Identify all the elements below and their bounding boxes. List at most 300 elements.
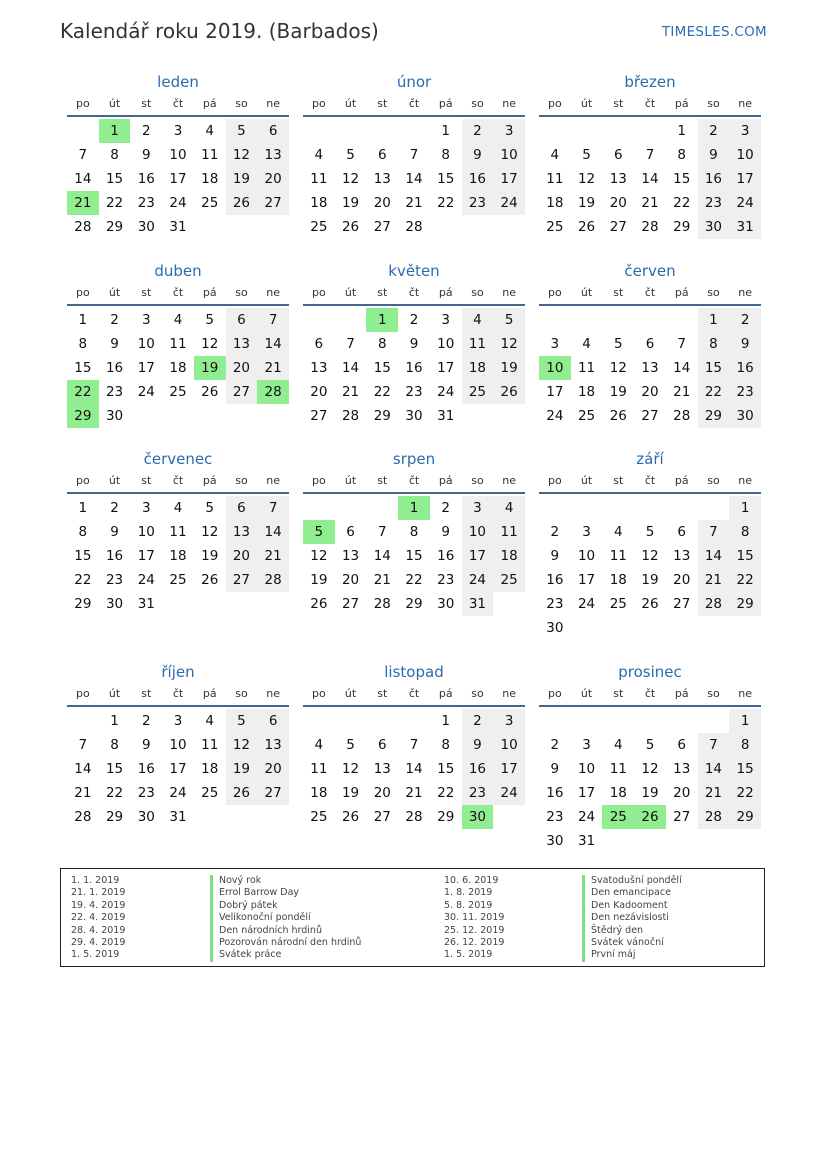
day-cell: 23 <box>698 191 730 215</box>
day-cell: 5 <box>226 119 258 143</box>
day-cell: 23 <box>462 781 494 805</box>
days-grid <box>539 308 761 428</box>
legend-holiday-name: První máj <box>582 949 682 961</box>
days-grid <box>539 496 761 640</box>
day-cell: 14 <box>74 761 92 777</box>
holiday-day-cell: 25 <box>602 805 634 829</box>
empty-cell <box>366 119 398 143</box>
day-cell: 18 <box>169 548 187 564</box>
day-cell: 31 <box>577 833 596 849</box>
day-cell: 9 <box>729 332 761 356</box>
day-cell: 9 <box>110 524 119 540</box>
legend-date: 1. 5. 2019 <box>444 949 493 961</box>
legend-holiday-name: Štědrý den <box>582 925 682 937</box>
day-cell: 1 <box>441 713 450 729</box>
day-cell: 3 <box>173 713 183 729</box>
legend-date: 1. 5. 2019 <box>71 949 120 961</box>
day-cell: 30 <box>729 404 761 428</box>
day-cell: 2 <box>462 119 494 143</box>
day-cell: 20 <box>641 384 659 400</box>
weekday-label: čt <box>408 474 420 487</box>
weekday-label: ne <box>502 286 517 299</box>
day-cell: 20 <box>226 544 258 568</box>
day-cell: 30 <box>137 809 155 825</box>
day-cell: 7 <box>698 520 730 544</box>
day-cell: 30 <box>105 596 124 612</box>
day-cell: 7 <box>409 737 419 753</box>
weekday-header <box>303 95 525 117</box>
day-cell: 10 <box>169 147 187 163</box>
month-name: květen <box>388 262 440 280</box>
weekday-label: po <box>76 286 90 299</box>
month-3 <box>539 72 761 239</box>
weekday-label: so <box>235 286 248 299</box>
day-cell: 3 <box>493 119 525 143</box>
day-cell: 25 <box>546 219 564 235</box>
day-cell: 15 <box>698 356 730 380</box>
weekday-label: po <box>312 474 326 487</box>
weekday-label: čt <box>408 687 420 700</box>
day-cell: 8 <box>698 332 730 356</box>
days-grid <box>67 496 289 616</box>
day-cell: 27 <box>373 219 391 235</box>
day-cell: 2 <box>141 713 151 729</box>
day-cell: 7 <box>78 737 88 753</box>
day-cell: 27 <box>609 219 627 235</box>
empty-cell <box>303 308 335 332</box>
weekday-label: po <box>76 687 90 700</box>
day-cell: 13 <box>341 548 360 564</box>
day-cell: 29 <box>437 809 455 825</box>
month-10 <box>67 662 289 829</box>
weekday-label: so <box>235 97 248 110</box>
empty-cell <box>602 496 634 520</box>
day-cell: 30 <box>437 596 455 612</box>
day-cell: 27 <box>341 596 360 612</box>
weekday-label: út <box>344 474 357 487</box>
day-cell: 12 <box>201 524 219 540</box>
days-grid <box>67 709 289 829</box>
day-cell: 10 <box>577 548 596 564</box>
day-cell: 19 <box>641 785 659 801</box>
day-cell: 22 <box>105 785 124 801</box>
day-cell: 2 <box>462 709 494 733</box>
weekday-label: po <box>548 687 562 700</box>
day-cell: 9 <box>698 143 730 167</box>
day-cell: 26 <box>226 191 258 215</box>
legend-left-dates <box>71 875 125 962</box>
weekday-label: út <box>344 97 357 110</box>
legend-date: 10. 6. 2019 <box>444 875 499 886</box>
day-cell: 21 <box>405 195 423 211</box>
legend-date: 30. 11. 2019 <box>444 912 505 924</box>
day-cell: 22 <box>105 195 124 211</box>
legend-date: 1. 1. 2019 <box>71 875 120 886</box>
day-cell: 26 <box>341 219 360 235</box>
weekday-label: út <box>108 97 121 110</box>
empty-cell <box>602 119 634 143</box>
day-cell: 16 <box>462 167 494 191</box>
day-cell: 28 <box>405 809 423 825</box>
days-grid <box>303 119 525 239</box>
day-cell: 20 <box>373 195 391 211</box>
day-cell: 15 <box>437 761 455 777</box>
day-cell: 15 <box>74 360 92 376</box>
day-cell: 29 <box>673 219 691 235</box>
weekday-label: pá <box>202 97 217 110</box>
weekday-label: pá <box>202 474 217 487</box>
day-cell: 29 <box>74 596 92 612</box>
legend-holiday-name: Errol Barrow Day <box>210 887 361 899</box>
empty-cell <box>571 119 603 143</box>
day-cell: 18 <box>201 761 219 777</box>
day-cell: 9 <box>550 761 560 777</box>
weekday-header <box>539 685 761 707</box>
day-cell: 24 <box>137 572 155 588</box>
weekday-label: so <box>707 286 720 299</box>
day-cell: 23 <box>546 596 564 612</box>
empty-cell <box>602 308 634 332</box>
day-cell: 18 <box>462 356 494 380</box>
day-cell: 28 <box>373 596 391 612</box>
weekday-header <box>67 685 289 707</box>
month-6 <box>539 261 761 428</box>
holiday-day-cell: 29 <box>67 404 99 428</box>
day-cell: 7 <box>645 147 655 163</box>
day-cell: 29 <box>373 408 391 424</box>
weekday-label: po <box>548 474 562 487</box>
weekday-label: po <box>76 97 90 110</box>
day-cell: 18 <box>310 785 328 801</box>
day-cell: 25 <box>493 568 525 592</box>
day-cell: 15 <box>405 548 423 564</box>
day-cell: 2 <box>698 119 730 143</box>
empty-cell <box>666 496 698 520</box>
day-cell: 24 <box>169 195 187 211</box>
weekday-header <box>67 472 289 494</box>
day-cell: 22 <box>437 785 455 801</box>
day-cell: 3 <box>550 336 560 352</box>
empty-cell <box>67 119 99 143</box>
weekday-label: st <box>613 474 624 487</box>
legend-date: 26. 12. 2019 <box>444 936 505 948</box>
day-cell: 21 <box>673 384 691 400</box>
day-cell: 14 <box>405 761 423 777</box>
day-cell: 4 <box>493 496 525 520</box>
weekday-header <box>539 95 761 117</box>
weekday-label: st <box>141 474 152 487</box>
day-cell: 14 <box>641 171 659 187</box>
day-cell: 7 <box>377 524 387 540</box>
weekday-label: pá <box>202 687 217 700</box>
day-cell: 12 <box>341 171 360 187</box>
day-cell: 25 <box>310 219 328 235</box>
day-cell: 24 <box>493 781 525 805</box>
month-name: březen <box>624 73 676 91</box>
weekday-label: st <box>613 97 624 110</box>
day-cell: 21 <box>405 785 423 801</box>
weekday-label: čt <box>172 286 184 299</box>
day-cell: 24 <box>169 785 187 801</box>
day-cell: 25 <box>201 785 219 801</box>
legend-holiday-name: Den emancipace <box>582 887 682 899</box>
day-cell: 21 <box>74 785 92 801</box>
day-cell: 26 <box>641 596 659 612</box>
day-cell: 20 <box>373 785 391 801</box>
day-cell: 23 <box>729 380 761 404</box>
day-cell: 30 <box>405 408 423 424</box>
day-cell: 10 <box>493 733 525 757</box>
day-cell: 4 <box>550 147 560 163</box>
day-cell: 5 <box>493 308 525 332</box>
empty-cell <box>666 709 698 733</box>
day-cell: 20 <box>257 167 289 191</box>
day-cell: 6 <box>314 336 324 352</box>
day-cell: 2 <box>550 737 560 753</box>
day-cell: 12 <box>201 336 219 352</box>
empty-cell <box>571 308 603 332</box>
day-cell: 9 <box>550 548 560 564</box>
weekday-header <box>539 472 761 494</box>
day-cell: 24 <box>546 408 564 424</box>
day-cell: 1 <box>78 312 88 328</box>
day-cell: 14 <box>698 757 730 781</box>
weekday-label: ne <box>502 474 517 487</box>
legend-left-names <box>210 875 361 962</box>
day-cell: 14 <box>405 171 423 187</box>
weekday-label: ne <box>502 97 517 110</box>
day-cell: 11 <box>169 336 187 352</box>
day-cell: 11 <box>609 548 627 564</box>
legend-holiday-name: Pozorován národní den hrdinů <box>210 937 361 949</box>
weekday-label: ne <box>738 687 753 700</box>
day-cell: 8 <box>377 336 387 352</box>
holiday-day-cell: 5 <box>303 520 335 544</box>
day-cell: 4 <box>205 713 214 729</box>
day-cell: 8 <box>78 524 88 540</box>
day-cell: 13 <box>226 332 258 356</box>
day-cell: 3 <box>141 500 151 516</box>
month-name: červenec <box>143 450 213 468</box>
legend-right-names <box>582 875 682 962</box>
day-cell: 23 <box>137 195 155 211</box>
day-cell: 10 <box>462 520 494 544</box>
day-cell: 17 <box>137 548 155 564</box>
day-cell: 26 <box>609 408 627 424</box>
day-cell: 26 <box>201 384 219 400</box>
weekday-label: so <box>707 97 720 110</box>
day-cell: 15 <box>74 548 92 564</box>
weekday-label: út <box>580 474 593 487</box>
day-cell: 13 <box>257 733 289 757</box>
day-cell: 6 <box>226 496 258 520</box>
day-cell: 8 <box>110 737 119 753</box>
weekday-label: út <box>344 687 357 700</box>
day-cell: 31 <box>169 219 187 235</box>
weekday-label: po <box>312 687 326 700</box>
day-cell: 21 <box>341 384 360 400</box>
day-cell: 9 <box>141 737 151 753</box>
day-cell: 25 <box>310 809 328 825</box>
day-cell: 14 <box>341 360 360 376</box>
day-cell: 29 <box>405 596 423 612</box>
empty-cell <box>666 308 698 332</box>
holiday-legend <box>60 868 765 967</box>
day-cell: 24 <box>729 191 761 215</box>
day-cell: 20 <box>310 384 328 400</box>
day-cell: 20 <box>609 195 627 211</box>
day-cell: 17 <box>137 360 155 376</box>
holiday-day-cell: 30 <box>462 805 494 829</box>
weekday-label: čt <box>644 474 656 487</box>
month-9 <box>539 449 761 640</box>
day-cell: 13 <box>226 520 258 544</box>
day-cell: 20 <box>226 356 258 380</box>
day-cell: 2 <box>141 123 151 139</box>
day-cell: 11 <box>493 520 525 544</box>
day-cell: 27 <box>373 809 391 825</box>
day-cell: 10 <box>493 143 525 167</box>
weekday-label: pá <box>438 97 453 110</box>
day-cell: 24 <box>437 384 455 400</box>
holiday-day-cell: 26 <box>634 805 666 829</box>
empty-cell <box>303 496 335 520</box>
weekday-label: čt <box>644 687 656 700</box>
legend-holiday-name: Velikonoční pondělí <box>210 912 361 924</box>
day-cell: 19 <box>226 757 258 781</box>
weekday-label: st <box>141 687 152 700</box>
day-cell: 19 <box>493 356 525 380</box>
day-cell: 22 <box>74 572 92 588</box>
weekday-label: čt <box>408 286 420 299</box>
month-name: duben <box>154 262 202 280</box>
day-cell: 19 <box>609 384 627 400</box>
day-cell: 17 <box>169 171 187 187</box>
brand-logo[interactable]: TIMESLES.COM <box>661 24 767 40</box>
day-cell: 1 <box>698 308 730 332</box>
days-grid <box>67 119 289 239</box>
weekday-header <box>67 95 289 117</box>
day-cell: 27 <box>673 596 691 612</box>
day-cell: 13 <box>310 360 328 376</box>
day-cell: 18 <box>310 195 328 211</box>
day-cell: 27 <box>673 809 691 825</box>
day-cell: 30 <box>546 620 564 636</box>
day-cell: 7 <box>257 308 289 332</box>
day-cell: 1 <box>729 709 761 733</box>
month-name: únor <box>396 73 432 91</box>
day-cell: 2 <box>409 312 419 328</box>
day-cell: 28 <box>74 219 92 235</box>
weekday-label: po <box>312 97 326 110</box>
day-cell: 15 <box>437 171 455 187</box>
day-cell: 13 <box>609 171 627 187</box>
day-cell: 13 <box>641 360 659 376</box>
weekday-label: út <box>108 286 121 299</box>
holiday-day-cell: 21 <box>67 191 99 215</box>
day-cell: 16 <box>105 548 124 564</box>
day-cell: 6 <box>377 147 387 163</box>
day-cell: 13 <box>373 761 391 777</box>
day-cell: 4 <box>205 123 214 139</box>
day-cell: 12 <box>641 761 659 777</box>
day-cell: 15 <box>373 360 391 376</box>
day-cell: 25 <box>609 596 627 612</box>
day-cell: 28 <box>641 219 659 235</box>
day-cell: 30 <box>546 833 564 849</box>
legend-holiday-name: Svátek práce <box>210 949 361 961</box>
day-cell: 16 <box>729 356 761 380</box>
day-cell: 15 <box>729 544 761 568</box>
weekday-label: st <box>377 474 388 487</box>
day-cell: 6 <box>346 524 355 540</box>
day-cell: 17 <box>169 761 187 777</box>
day-cell: 22 <box>437 195 455 211</box>
empty-cell <box>634 709 666 733</box>
day-cell: 21 <box>257 356 289 380</box>
weekday-label: út <box>580 97 593 110</box>
empty-cell <box>303 709 335 733</box>
day-cell: 25 <box>577 408 596 424</box>
legend-date: 25. 12. 2019 <box>444 924 505 936</box>
month-name: prosinec <box>618 663 682 681</box>
day-cell: 13 <box>257 143 289 167</box>
holiday-day-cell: 19 <box>194 356 226 380</box>
day-cell: 16 <box>105 360 124 376</box>
weekday-label: st <box>377 286 388 299</box>
day-cell: 10 <box>577 761 596 777</box>
empty-cell <box>539 496 571 520</box>
month-name: září <box>636 450 664 468</box>
day-cell: 12 <box>641 548 659 564</box>
page-title: Kalendář roku 2019. (Barbados) <box>60 19 379 43</box>
day-cell: 3 <box>582 524 591 540</box>
day-cell: 6 <box>677 524 686 540</box>
day-cell: 16 <box>546 572 564 588</box>
weekday-label: ne <box>738 474 753 487</box>
day-cell: 12 <box>226 143 258 167</box>
day-cell: 4 <box>314 737 324 753</box>
weekday-label: čt <box>172 97 184 110</box>
day-cell: 20 <box>257 757 289 781</box>
weekday-label: ne <box>502 687 517 700</box>
day-cell: 8 <box>441 737 450 753</box>
month-11 <box>303 662 525 829</box>
day-cell: 27 <box>257 191 289 215</box>
day-cell: 5 <box>582 147 591 163</box>
weekday-label: so <box>471 474 484 487</box>
legend-date: 21. 1. 2019 <box>71 887 126 899</box>
holiday-day-cell: 1 <box>398 496 430 520</box>
weekday-label: so <box>707 474 720 487</box>
day-cell: 2 <box>550 524 560 540</box>
day-cell: 15 <box>673 171 691 187</box>
weekday-label: so <box>471 97 484 110</box>
day-cell: 3 <box>462 496 494 520</box>
day-cell: 23 <box>462 191 494 215</box>
weekday-label: po <box>312 286 326 299</box>
day-cell: 18 <box>201 171 219 187</box>
weekday-label: ne <box>266 687 281 700</box>
day-cell: 29 <box>698 404 730 428</box>
day-cell: 1 <box>110 713 119 729</box>
month-4 <box>67 261 289 428</box>
legend-right-dates <box>444 875 504 962</box>
day-cell: 5 <box>205 500 214 516</box>
day-cell: 29 <box>105 809 124 825</box>
day-cell: 18 <box>546 195 564 211</box>
weekday-label: st <box>141 97 152 110</box>
